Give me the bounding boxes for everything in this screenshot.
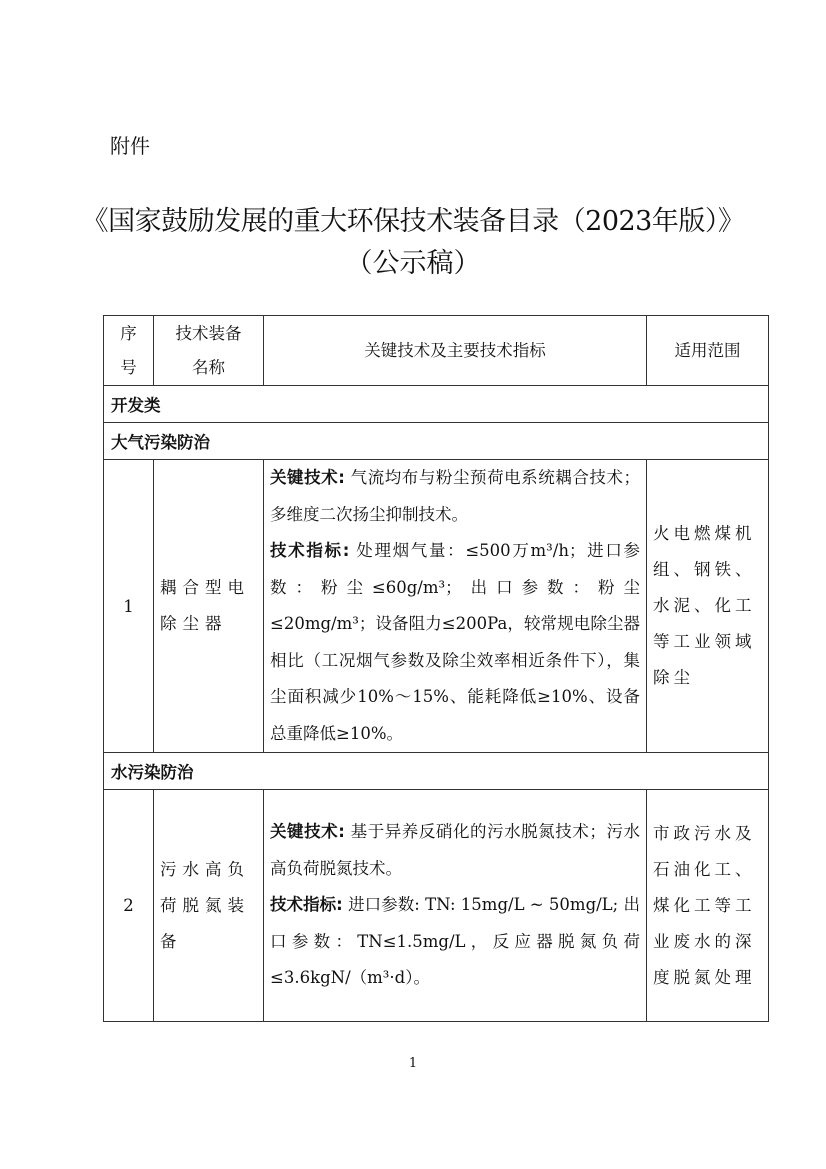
key-tech-text: 气流均布与粉尘预荷电系统耦合技术；多维度二次扬尘抑制技术。 <box>270 468 641 524</box>
attachment-label: 附件 <box>110 134 150 158</box>
category-label: 开发类 <box>104 386 769 423</box>
page-number: 1 <box>408 1056 418 1071</box>
table-header-row <box>104 316 769 386</box>
category-row <box>104 386 769 423</box>
row-equipment-name: 污水高负荷脱氮装备 <box>154 790 264 1022</box>
table-row <box>104 460 769 753</box>
table-row <box>104 790 769 1022</box>
section-title: 大气污染防治 <box>104 423 769 460</box>
section-row <box>104 753 769 790</box>
row-scope: 市政污水及石油化工、煤化工等工业废水的深度脱氮处理 <box>647 790 769 1022</box>
document-subtitle: （公示稿） <box>345 248 481 279</box>
indicator-text: 进口参数: TN: 15mg/L ~ 50mg/L; 出口参数：TN≤1.5mg/L，反应器脱氮负荷≤3.6kgN/（m³·d）。 <box>270 895 640 988</box>
key-tech-text: 基于异养反硝化的污水脱氮技术；污水高负荷脱氮技术。 <box>270 822 641 878</box>
row-scope: 火电燃煤机组、钢铁、水泥、化工等工业领域除尘 <box>647 460 769 753</box>
header-name: 技术装备名称 <box>154 316 264 386</box>
row-equipment-name: 耦合型电除尘器 <box>154 460 264 753</box>
document-title: 《国家鼓励发展的重大环保技术装备目录（2023年版）》 <box>81 206 745 237</box>
indicator-text: 处理烟气量：≤500万m³/h；进口参数：粉尘≤60g/m³；出口参数：粉尘≤20mg/m³；设备阻力≤200Pa，较常规电除尘器相比（工况烟气参数及除尘效率相近条件下），集尘面积减少10%～15%、能耗降低≥10%、设备总重降低≥10%。 <box>270 541 641 743</box>
row-key-tech-cell <box>264 460 647 753</box>
section-row <box>104 423 769 460</box>
header-seq: 序号 <box>104 316 154 386</box>
row-seq: 1 <box>104 460 154 753</box>
header-scope: 适用范围 <box>647 316 769 386</box>
key-tech-label: 关键技术: <box>270 822 345 842</box>
indicator-label: 技术指标: <box>270 541 350 560</box>
row-seq: 2 <box>104 790 154 1022</box>
header-key-tech: 关键技术及主要技术指标 <box>264 316 647 386</box>
row-key-tech-cell <box>264 790 647 1022</box>
section-title: 水污染防治 <box>104 753 769 790</box>
equipment-catalog-table <box>103 315 769 1022</box>
indicator-label: 技术指标: <box>270 895 343 915</box>
key-tech-label: 关键技术: <box>270 468 345 487</box>
